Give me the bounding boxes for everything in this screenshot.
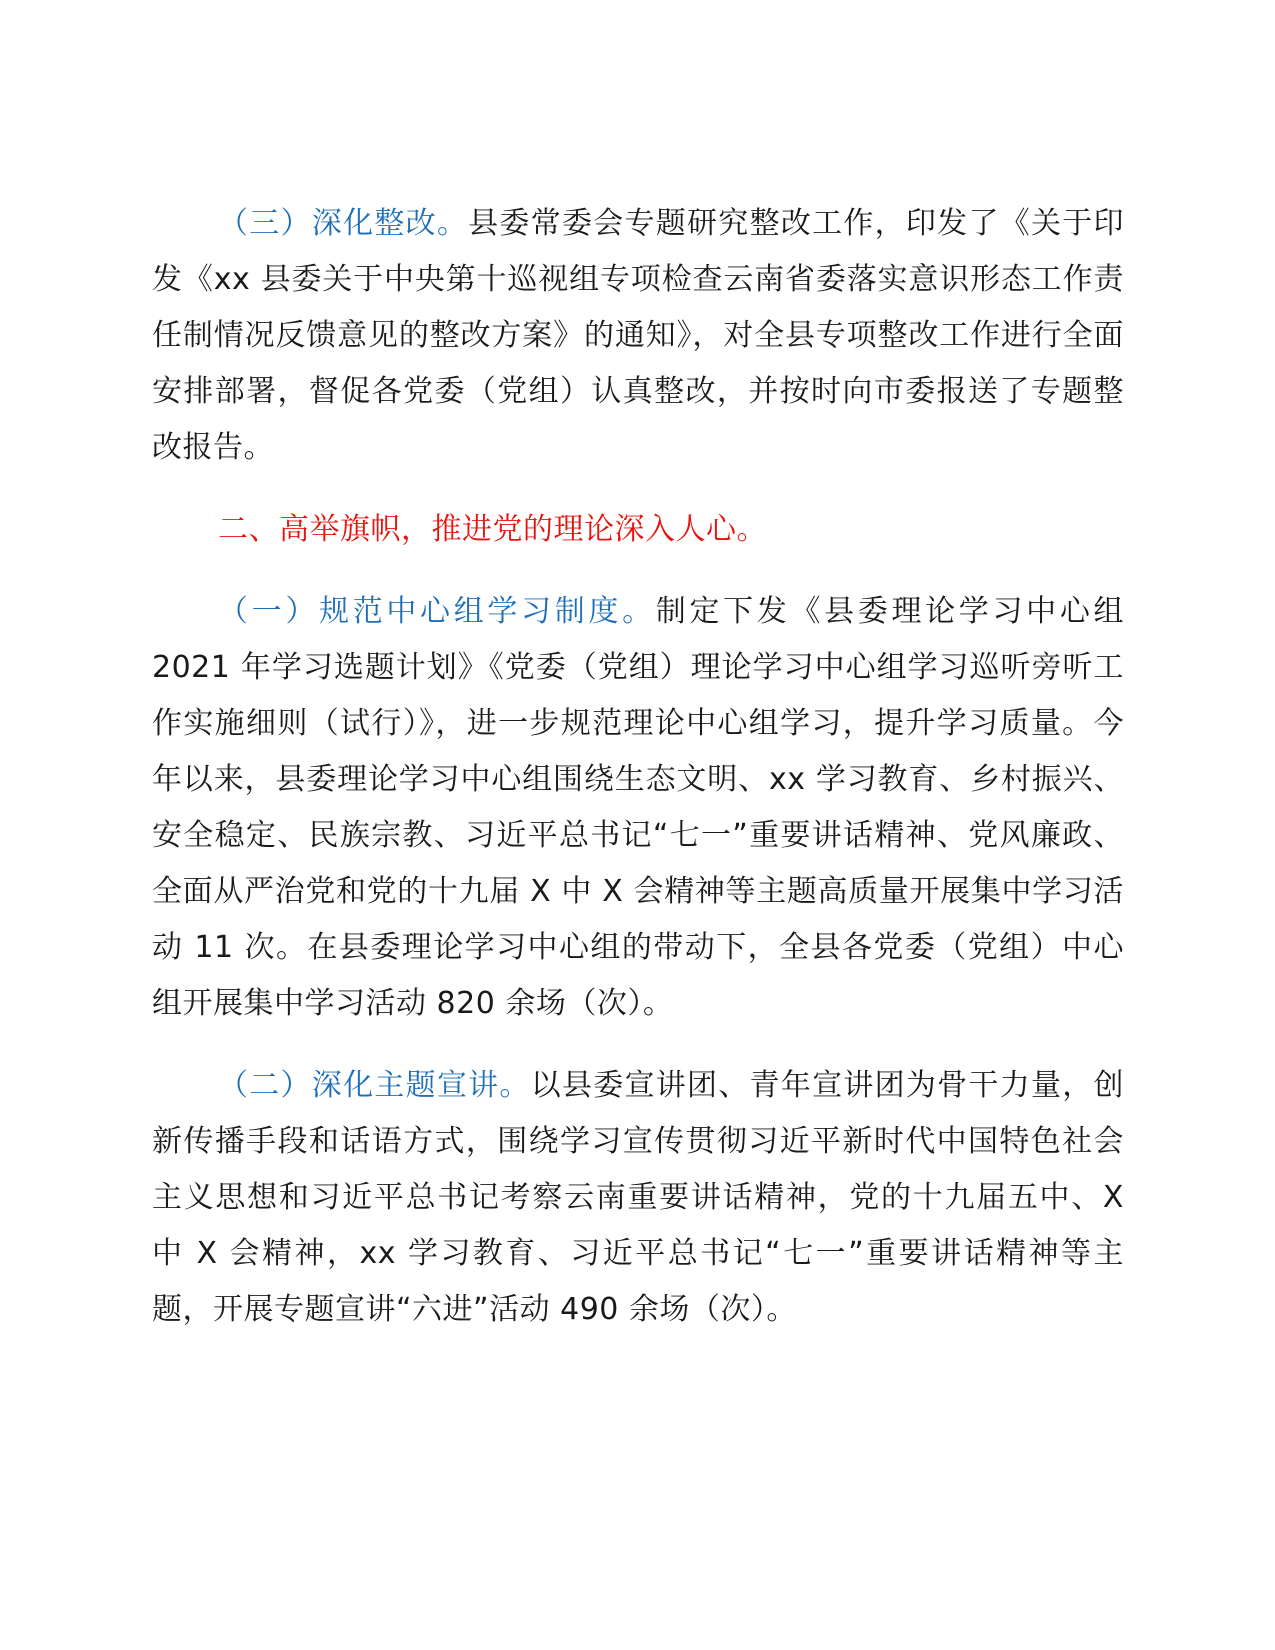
document-content [152,196,1124,1364]
paragraph-theme-lectures [152,1058,1124,1338]
paragraph-heading: （一）规范中心组学习制度。 [218,594,656,629]
paragraph-body: 以县委宣讲团、青年宣讲团为骨干力量，创新传播手段和话语方式，围绕学习宣传贯彻习近平新时代中国特色社会主义思想和习近平总书记考察云南重要讲话精神，党的十九届五中、X 中 X 会精神，xx 学习教育、习近平总书记“七一”重要讲话精神等主题，开展专题宣讲“六进”活动 490 余场（次）。 [152,1068,1125,1327]
paragraph-body: 制定下发《县委理论学习中心组 2021 年学习选题计划》《党委（党组）理论学习中心组学习巡听旁听工作实施细则（试行）》，进一步规范理论中心组学习，提升学习质量。今年以来，县委理论学习中心组围绕生态文明、xx 学习教育、乡村振兴、安全稳定、民族宗教、习近平总书记“七一”重要讲话精神、党风廉政、全面从严治党和党的十九届 X 中 X 会精神等主题高质量开展集中学习活动 11 次。在县委理论学习中心组的带动下，全县各党委（党组）中心组开展集中学习活动 820 余场（次）。 [152,594,1124,1021]
paragraph-central-group-study [152,584,1124,1032]
paragraph-heading: （二）深化主题宣讲。 [218,1068,531,1103]
section-title: 二、高举旗帜，推进党的理论深入人心。 [218,512,767,547]
paragraph-deepen-rectification [152,196,1124,476]
paragraph-heading: （三）深化整改。 [218,206,469,241]
paragraph-body: 县委常委会专题研究整改工作，印发了《关于印发《xx 县委关于中央第十巡视组专项检查云南省委落实意识形态工作责任制情况反馈意见的整改方案》的通知》，对全县专项整改工作进行全面安排部署，督促各党委（党组）认真整改，并按时向市委报送了专题整改报告。 [152,206,1125,465]
